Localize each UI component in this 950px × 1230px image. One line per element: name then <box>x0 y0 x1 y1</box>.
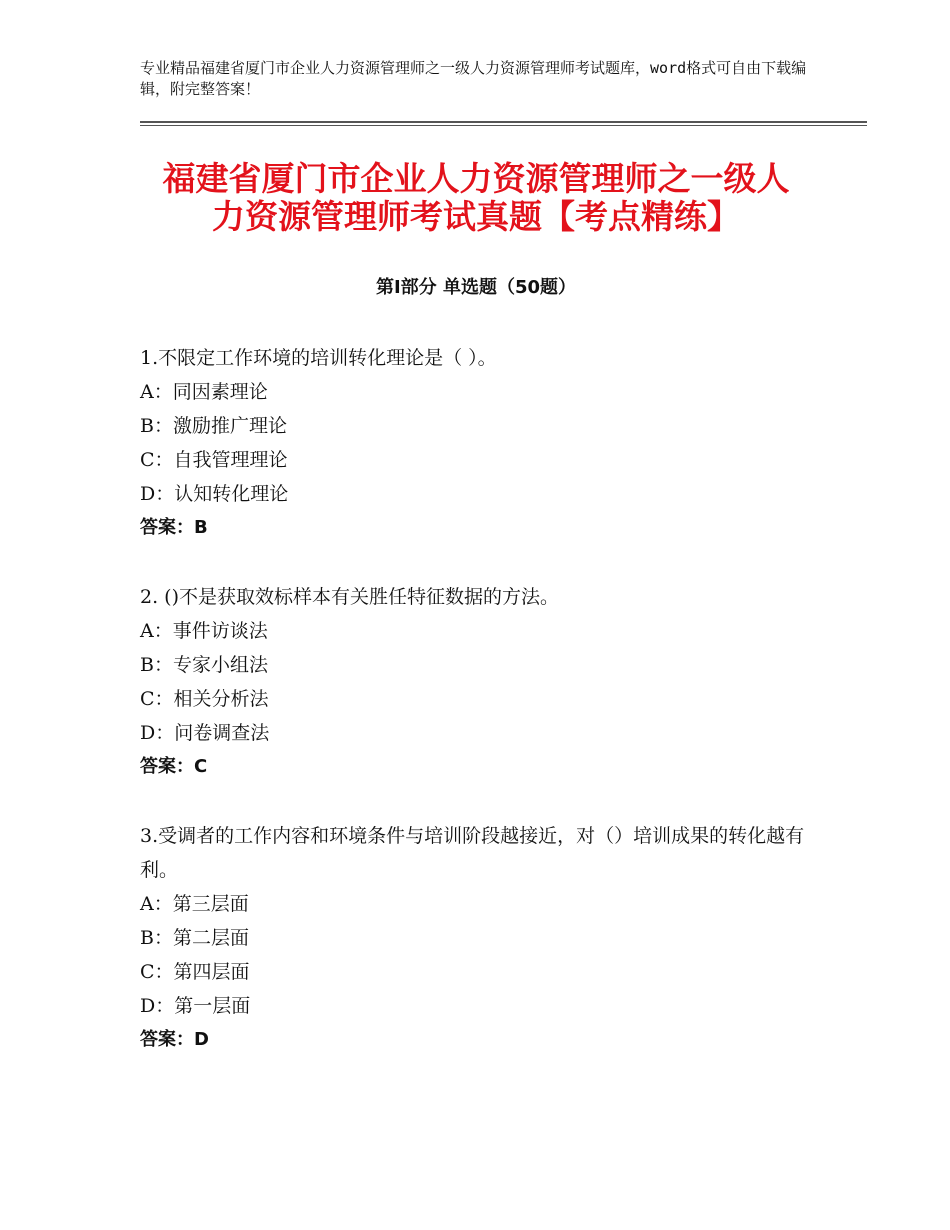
question-1 <box>140 341 820 545</box>
option-b: B：激励推广理论 <box>140 415 287 437</box>
option-d: D：第一层面 <box>140 995 251 1017</box>
title-line-2: 力资源管理师考试真题【考点精练】 <box>212 197 740 236</box>
option-a: A：事件访谈法 <box>140 620 268 642</box>
option-a: A：同因素理论 <box>140 381 268 403</box>
document-title <box>140 160 812 236</box>
question-2 <box>140 580 820 784</box>
option-b: B：专家小组法 <box>140 654 268 676</box>
answer: 答案：D <box>140 1029 209 1050</box>
option-c: C：相关分析法 <box>140 688 269 710</box>
question-3 <box>140 819 820 1057</box>
header-divider-thin <box>140 125 867 126</box>
question-stem: 2. ()不是获取效标样本有关胜任特征数据的方法。 <box>140 586 559 608</box>
option-b: B：第二层面 <box>140 927 249 949</box>
answer: 答案：C <box>140 756 208 777</box>
option-d: D：问卷调查法 <box>140 722 270 744</box>
header-divider <box>140 121 867 123</box>
header-note: 专业精品福建省厦门市企业人力资源管理师之一级人力资源管理师考试题库，word格式可自由下载编辑，附完整答案！ <box>140 59 807 98</box>
question-stem: 1.不限定工作环境的培训转化理论是（ ）。 <box>140 347 497 369</box>
option-d: D：认知转化理论 <box>140 483 289 505</box>
section-title: 第Ⅰ部分 单选题（50题） <box>375 277 576 298</box>
option-c: C：自我管理理论 <box>140 449 288 471</box>
title-line-1: 福建省厦门市企业人力资源管理师之一级人 <box>162 159 790 198</box>
option-a: A：第三层面 <box>140 893 249 915</box>
answer: 答案：B <box>140 517 208 538</box>
question-stem: 3.受调者的工作内容和环境条件与培训阶段越接近，对（）培训成果的转化越有利。 <box>140 825 805 881</box>
option-c: C：第四层面 <box>140 961 250 983</box>
